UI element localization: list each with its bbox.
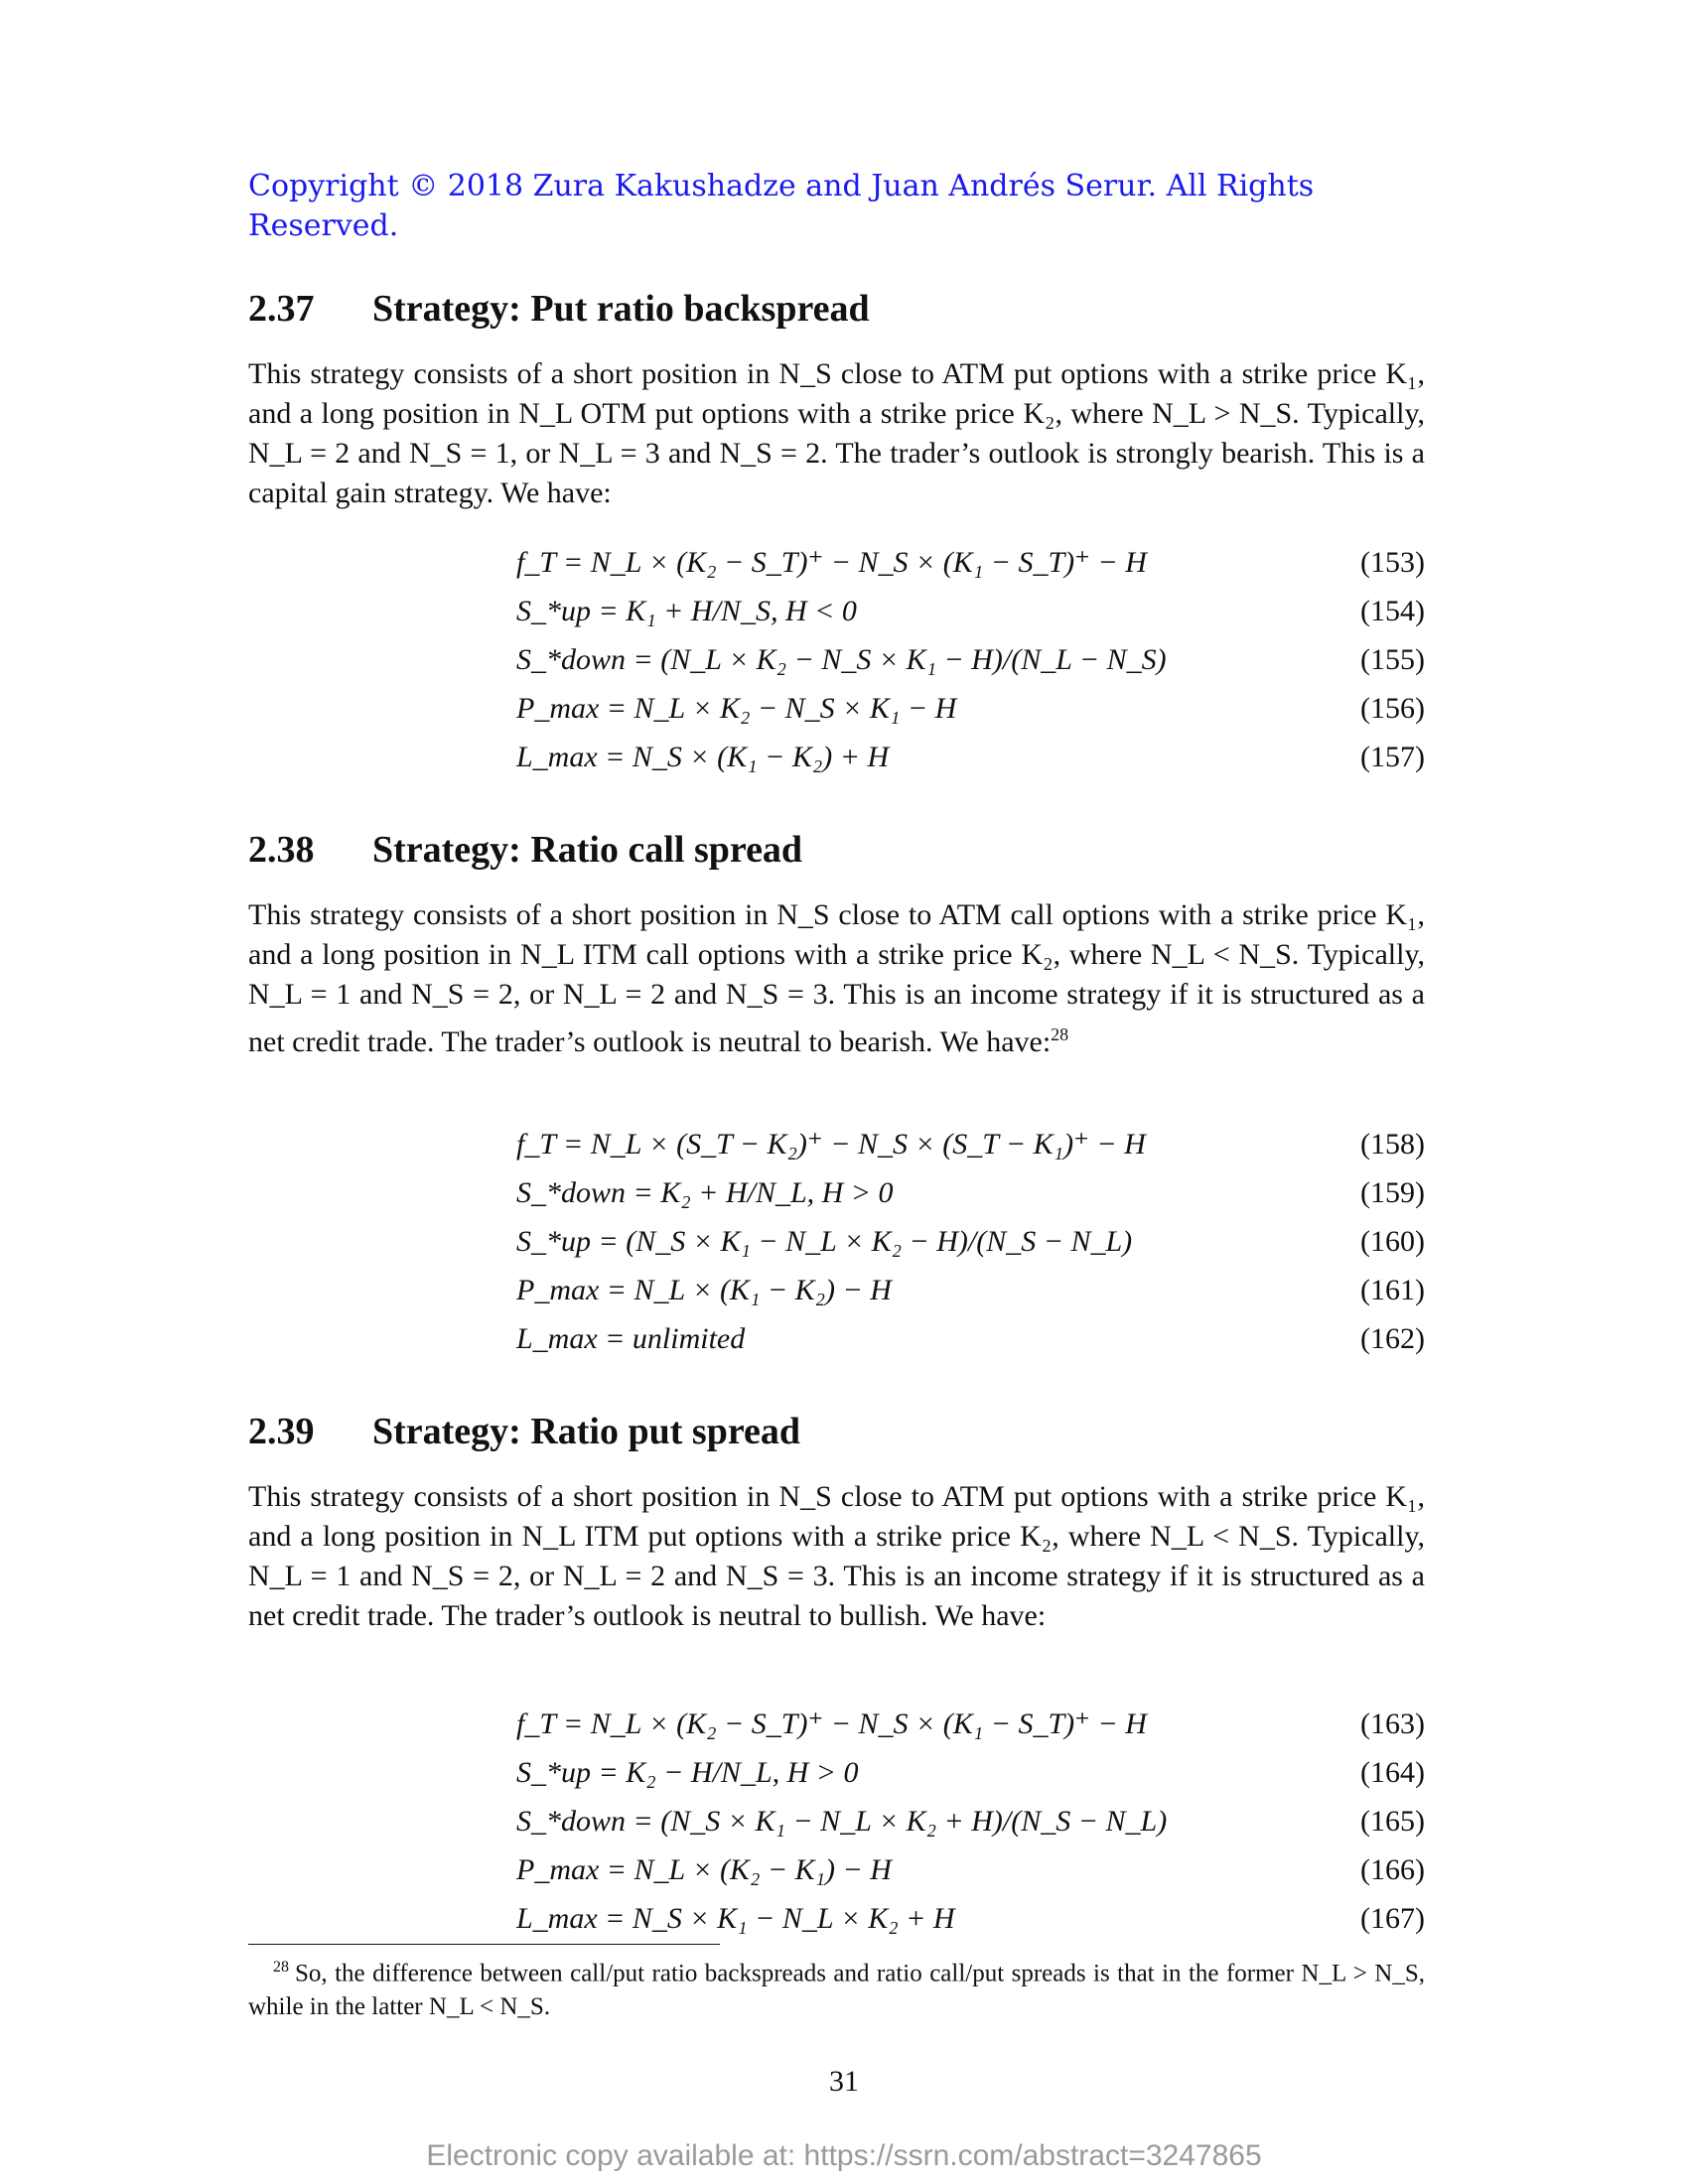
page-number: 31: [829, 2065, 859, 2098]
section-heading-2-39: [248, 1409, 1440, 1454]
equation-number: (157): [1360, 741, 1425, 773]
section-number: 2.39: [248, 1411, 315, 1452]
equation-number: (164): [1360, 1756, 1425, 1789]
footnote-reference: 28: [1051, 1024, 1069, 1044]
equation-number: (159): [1360, 1176, 1425, 1209]
section-paragraph: This strategy consists of a short position in N_S close to ATM put options with a strike price K₁, and a long position in N_L OTM put options with a strike price K₂, where N_L > N_S. Typically, N_L = 2 and N_S = 1, or N_L = 3 and N_S = 2. The trader’s outlook is strongly bearish. This is a capital gain strategy. We have:: [248, 357, 1425, 509]
equation: S_*up = (N_S × K₁ − N_L × K₂ − H)/(N_S − N_L) (160): [516, 1217, 1425, 1266]
section-heading-2-37: [248, 286, 1440, 332]
equation: S_*up = K₁ + H/N_S, H < 0 (154): [516, 587, 1425, 635]
footnote-text: So, the difference between call/put ratio backspreads and ratio call/put spreads is that in the former N_L > N_S, while in the latter N_L < N_S.: [248, 1960, 1425, 2021]
equation-number: (165): [1360, 1805, 1425, 1838]
section-title: Strategy: Ratio put spread: [372, 1411, 801, 1452]
equation-block: [516, 538, 1425, 781]
equation-number: (160): [1360, 1225, 1425, 1258]
equation-number: (156): [1360, 692, 1425, 725]
equation: P_max = N_L × K₂ − N_S × K₁ − H (156): [516, 684, 1425, 733]
equation: P_max = N_L × (K₁ − K₂) − H (161): [516, 1266, 1425, 1314]
equation: f_T = N_L × (K₂ − S_T)⁺ − N_S × (K₁ − S_T)⁺ − H (153): [516, 538, 1425, 587]
section-number: 2.38: [248, 829, 315, 871]
equation: f_T = N_L × (K₂ − S_T)⁺ − N_S × (K₁ − S_T)⁺ − H (163): [516, 1700, 1425, 1748]
equation-number: (162): [1360, 1322, 1425, 1355]
equation: f_T = N_L × (S_T − K₂)⁺ − N_S × (S_T − K₁)⁺ − H (158): [516, 1120, 1425, 1168]
section-number: 2.37: [248, 288, 315, 330]
section-title: Strategy: Ratio call spread: [372, 829, 803, 871]
equation: L_max = N_S × K₁ − N_L × K₂ + H (167): [516, 1894, 1425, 1943]
equation-block: [516, 1700, 1425, 1943]
equation-number: (158): [1360, 1128, 1425, 1160]
equation-number: (155): [1360, 643, 1425, 676]
equation: P_max = N_L × (K₂ − K₁) − H (166): [516, 1845, 1425, 1894]
footnote: [248, 1951, 1425, 2024]
equation-number: (166): [1360, 1853, 1425, 1886]
equation: L_max = N_S × (K₁ − K₂) + H (157): [516, 733, 1425, 781]
ssrn-watermark[interactable]: Electronic copy available at: https://ssrn.com/abstract=3247865: [426, 2139, 1262, 2172]
equation: S_*down = K₂ + H/N_L, H > 0 (159): [516, 1168, 1425, 1217]
footnote-divider: [248, 1944, 720, 1945]
section-paragraph: This strategy consists of a short position in N_S close to ATM call options with a strike price K₁, and a long position in N_L ITM call options with a strike price K₂, where N_L < N_S. Typically, N_L = 1 and N_S = 2, or N_L = 2 and N_S = 3. This is an income strategy if it is structured as a net credit trade. The trader’s outlook is neutral to bearish. We have:$^{28}$: [248, 898, 1425, 1058]
equation: S_*up = K₂ − H/N_L, H > 0 (164): [516, 1748, 1425, 1797]
equation-number: (163): [1360, 1707, 1425, 1740]
section-title: Strategy: Put ratio backspread: [372, 288, 870, 330]
footnote-mark: 28: [273, 1959, 289, 1976]
copyright-notice: Copyright © 2018 Zura Kakushadze and Juan Andrés Serur. All Rights Reserved.: [248, 169, 1315, 243]
section-paragraph: This strategy consists of a short position in N_S close to ATM put options with a strike price K₁, and a long position in N_L ITM put options with a strike price K₂, where N_L < N_S. Typically, N_L = 1 and N_S = 2, or N_L = 2 and N_S = 3. This is an income strategy if it is structured as a net credit trade. The trader’s outlook is neutral to bullish. We have:: [248, 1480, 1425, 1632]
equation-number: (167): [1360, 1902, 1425, 1935]
section-heading-2-38: [248, 827, 1440, 873]
equation-number: (154): [1360, 595, 1425, 627]
equation-number: (153): [1360, 546, 1425, 579]
equation-block: [516, 1120, 1425, 1363]
equation: S_*down = (N_L × K₂ − N_S × K₁ − H)/(N_L − N_S) (155): [516, 635, 1425, 684]
equation: L_max = unlimited (162): [516, 1314, 1425, 1363]
equation-number: (161): [1360, 1274, 1425, 1306]
equation: S_*down = (N_S × K₁ − N_L × K₂ + H)/(N_S − N_L) (165): [516, 1797, 1425, 1845]
